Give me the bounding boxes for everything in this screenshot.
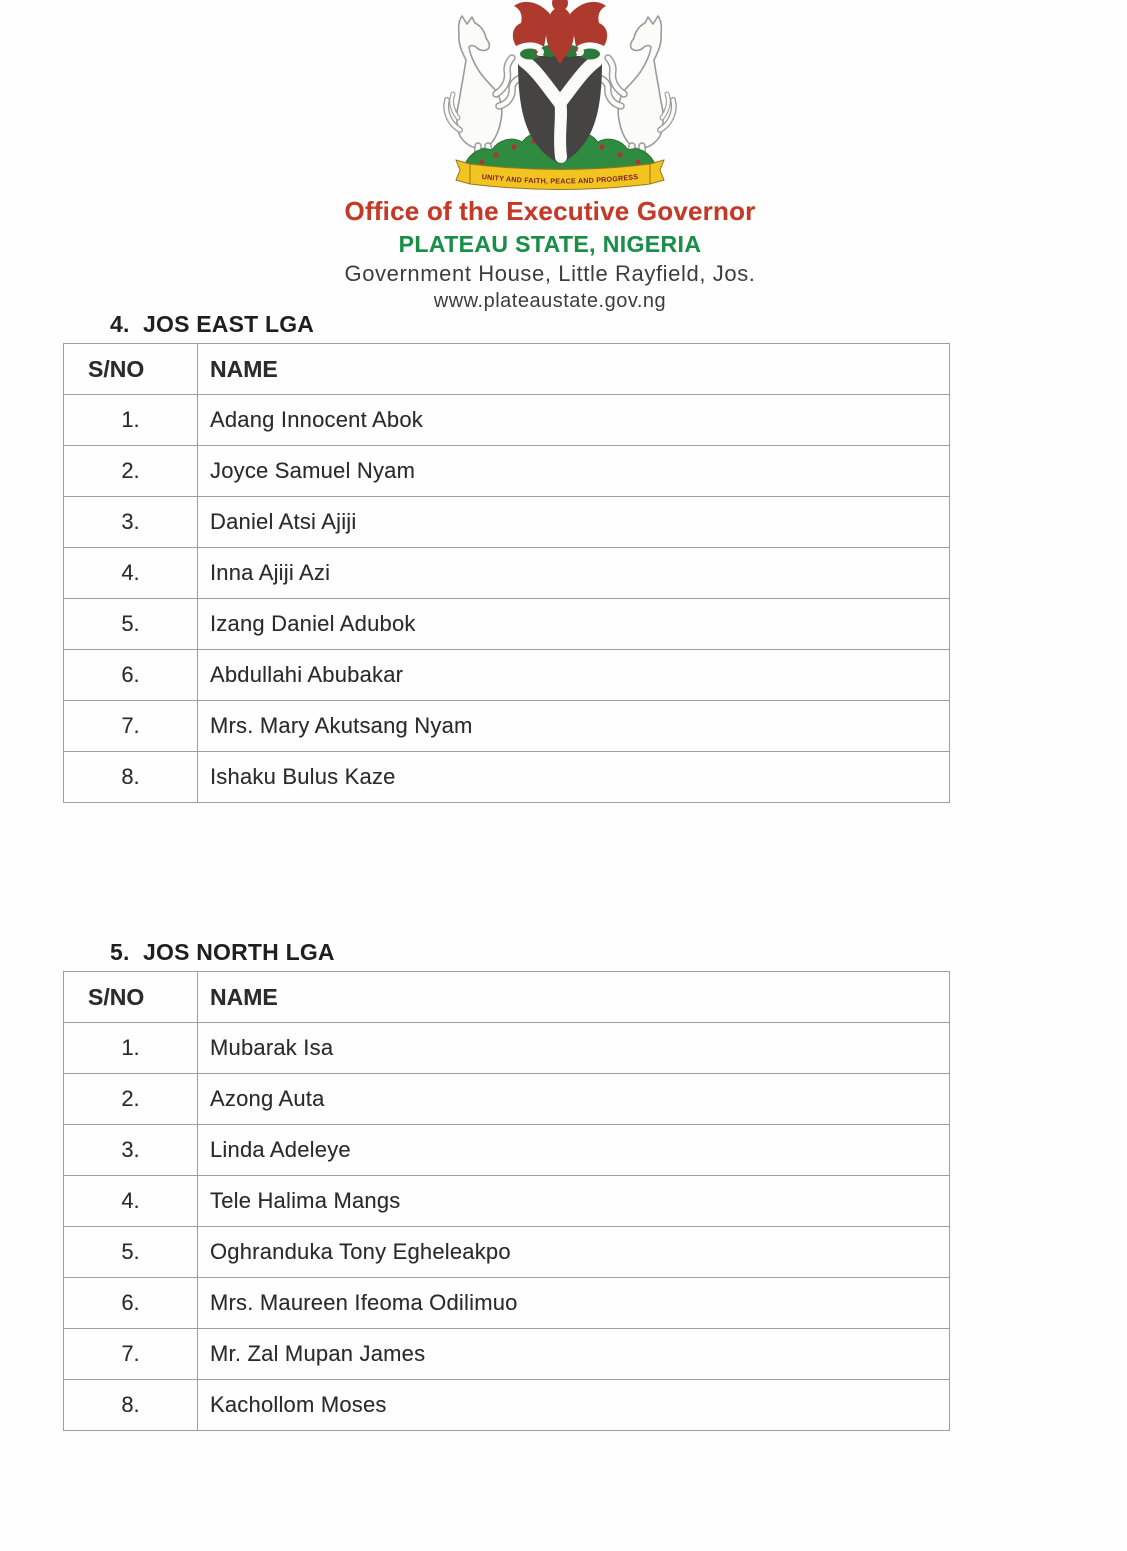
row-name: Linda Adeleye: [198, 1125, 950, 1176]
row-sno: 2.: [64, 1074, 198, 1125]
section-heading: [110, 939, 950, 966]
table-row: [64, 1074, 950, 1125]
row-sno: 4.: [64, 548, 198, 599]
row-name: Mrs. Mary Akutsang Nyam: [198, 701, 950, 752]
table-row: [64, 497, 950, 548]
table-row: [64, 1329, 950, 1380]
row-name: Ishaku Bulus Kaze: [198, 752, 950, 803]
row-sno: 7.: [64, 1329, 198, 1380]
row-name: Azong Auta: [198, 1074, 950, 1125]
section-heading: [110, 311, 950, 338]
section-number: 4.: [110, 311, 130, 337]
row-name: Kachollom Moses: [198, 1380, 950, 1431]
table-row: [64, 752, 950, 803]
table-row: [64, 1380, 950, 1431]
row-name: Daniel Atsi Ajiji: [198, 497, 950, 548]
section-title: JOS EAST LGA: [143, 311, 315, 337]
state-title: PLATEAU STATE, NIGERIA: [398, 230, 702, 257]
letterhead: [0, 197, 1100, 313]
row-sno: 1.: [64, 1023, 198, 1074]
row-sno: 6.: [64, 1278, 198, 1329]
table-row: [64, 446, 950, 497]
table-row: [64, 701, 950, 752]
row-sno: 6.: [64, 650, 198, 701]
table-row: [64, 548, 950, 599]
motto-text: UNITY AND FAITH, PEACE AND PROGRESS: [481, 171, 639, 186]
jos-north-table: [63, 971, 950, 1431]
table-row: [64, 1023, 950, 1074]
table-row: [64, 1278, 950, 1329]
table-row: [64, 599, 950, 650]
table-row: [64, 1125, 950, 1176]
section-title: JOS NORTH LGA: [143, 939, 335, 965]
row-sno: 3.: [64, 1125, 198, 1176]
row-name: Mr. Zal Mupan James: [198, 1329, 950, 1380]
table-row: [64, 395, 950, 446]
row-name: Mubarak Isa: [198, 1023, 950, 1074]
row-name: Izang Daniel Adubok: [198, 599, 950, 650]
row-sno: 5.: [64, 1227, 198, 1278]
address-line: Government House, Little Rayfield, Jos.: [344, 261, 756, 287]
row-sno: 4.: [64, 1176, 198, 1227]
row-name: Inna Ajiji Azi: [198, 548, 950, 599]
row-name: Tele Halima Mangs: [198, 1176, 950, 1227]
section-jos-north: [63, 939, 950, 1431]
column-header-sno: S/NO: [64, 344, 198, 395]
row-sno: 7.: [64, 701, 198, 752]
row-sno: 5.: [64, 599, 198, 650]
row-name: Abdullahi Abubakar: [198, 650, 950, 701]
coat-of-arms: [412, 0, 712, 198]
row-sno: 1.: [64, 395, 198, 446]
row-sno: 3.: [64, 497, 198, 548]
table-header-row: [64, 972, 950, 1023]
table-header-row: [64, 344, 950, 395]
table-row: [64, 1227, 950, 1278]
website-line: www.plateaustate.gov.ng: [433, 289, 667, 312]
column-header-name: NAME: [198, 972, 950, 1023]
column-header-sno: S/NO: [64, 972, 198, 1023]
row-sno: 2.: [64, 446, 198, 497]
table-row: [64, 650, 950, 701]
row-sno: 8.: [64, 752, 198, 803]
office-title: Office of the Executive Governor: [344, 196, 756, 226]
column-header-name: NAME: [198, 344, 950, 395]
row-name: Mrs. Maureen Ifeoma Odilimuo: [198, 1278, 950, 1329]
row-name: Joyce Samuel Nyam: [198, 446, 950, 497]
section-number: 5.: [110, 939, 130, 965]
row-name: Oghranduka Tony Egheleakpo: [198, 1227, 950, 1278]
jos-east-table: [63, 343, 950, 803]
row-name: Adang Innocent Abok: [198, 395, 950, 446]
row-sno: 8.: [64, 1380, 198, 1431]
table-row: [64, 1176, 950, 1227]
section-jos-east: [63, 311, 950, 803]
